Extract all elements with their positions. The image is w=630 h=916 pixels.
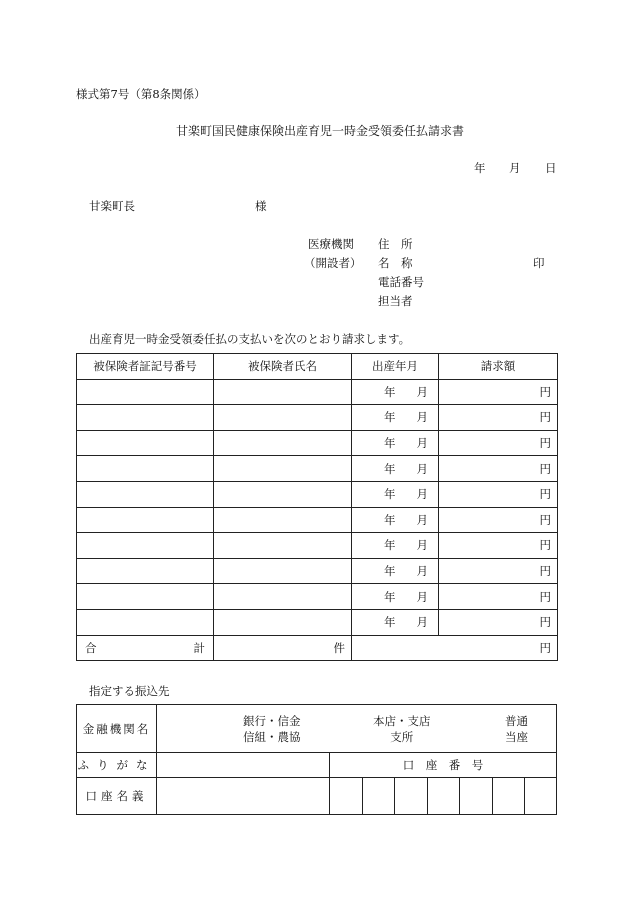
month-unit: 月 bbox=[416, 615, 428, 630]
holder-input[interactable] bbox=[157, 778, 330, 815]
insured-name-cell[interactable] bbox=[214, 456, 352, 482]
year-unit: 年 bbox=[384, 410, 396, 425]
table-row bbox=[77, 507, 558, 533]
total-count-cell[interactable] bbox=[214, 635, 352, 661]
claim-amount-cell[interactable] bbox=[439, 507, 558, 533]
insured-number-cell[interactable] bbox=[77, 609, 214, 635]
furigana-label: ふりがな bbox=[77, 753, 157, 778]
month-unit: 月 bbox=[416, 589, 428, 604]
header-claim-amount: 請求額 bbox=[439, 354, 558, 380]
total-yen-unit: 円 bbox=[539, 640, 551, 655]
insured-number-cell[interactable] bbox=[77, 405, 214, 431]
claim-amount-cell[interactable] bbox=[439, 379, 558, 405]
birth-month-cell[interactable] bbox=[352, 405, 439, 431]
year-unit: 年 bbox=[384, 538, 396, 553]
branch-type-2: 支所 bbox=[390, 730, 414, 744]
yen-unit: 円 bbox=[539, 512, 551, 527]
insured-number-cell[interactable] bbox=[77, 507, 214, 533]
account-digit-3[interactable] bbox=[395, 778, 428, 815]
insured-name-cell[interactable] bbox=[214, 584, 352, 610]
year-unit: 年 bbox=[384, 512, 396, 527]
insured-name-cell[interactable] bbox=[214, 558, 352, 584]
birth-month-cell[interactable] bbox=[352, 609, 439, 635]
birth-month-cell[interactable] bbox=[352, 379, 439, 405]
yen-unit: 円 bbox=[539, 564, 551, 579]
birth-month-cell[interactable] bbox=[352, 481, 439, 507]
account-digit-6[interactable] bbox=[492, 778, 525, 815]
total-row bbox=[77, 635, 558, 661]
insured-number-cell[interactable] bbox=[77, 379, 214, 405]
month-unit: 月 bbox=[416, 487, 428, 502]
seal-mark: 印 bbox=[533, 256, 545, 270]
insured-name-cell[interactable] bbox=[214, 405, 352, 431]
insured-name-cell[interactable] bbox=[214, 609, 352, 635]
claim-amount-cell[interactable] bbox=[439, 609, 558, 635]
table-row bbox=[77, 584, 558, 610]
account-digit-1[interactable] bbox=[330, 778, 363, 815]
yen-unit: 円 bbox=[539, 538, 551, 553]
insured-number-cell[interactable] bbox=[77, 430, 214, 456]
year-unit: 年 bbox=[384, 615, 396, 630]
intro-text: 出産育児一時金受領委任払の支払いを次のとおり請求します。 bbox=[89, 332, 411, 346]
holder-row bbox=[77, 778, 557, 815]
total-amount-cell[interactable] bbox=[352, 635, 558, 661]
yen-unit: 円 bbox=[539, 384, 551, 399]
furigana-row bbox=[77, 753, 557, 778]
account-digit-5[interactable] bbox=[460, 778, 493, 815]
claim-table bbox=[76, 353, 558, 661]
addressee-name: 甘楽町長 bbox=[89, 199, 135, 213]
table-row bbox=[77, 405, 558, 431]
claim-amount-cell[interactable] bbox=[439, 405, 558, 431]
total-label-left: 合 bbox=[85, 640, 97, 655]
table-row bbox=[77, 456, 558, 482]
form-number: 様式第7号（第8条関係） bbox=[76, 87, 206, 101]
account-type-2: 当座 bbox=[505, 730, 528, 744]
year-unit: 年 bbox=[384, 589, 396, 604]
year-unit: 年 bbox=[384, 436, 396, 451]
insured-number-cell[interactable] bbox=[77, 584, 214, 610]
insured-number-cell[interactable] bbox=[77, 558, 214, 584]
birth-month-cell[interactable] bbox=[352, 584, 439, 610]
account-digit-2[interactable] bbox=[362, 778, 395, 815]
birth-month-cell[interactable] bbox=[352, 507, 439, 533]
date-day: 日 bbox=[545, 161, 557, 175]
year-unit: 年 bbox=[384, 461, 396, 476]
applicant-label-2: （開設者） bbox=[304, 256, 362, 270]
insured-name-cell[interactable] bbox=[214, 507, 352, 533]
header-insured-number: 被保険者証記号番号 bbox=[77, 354, 214, 380]
yen-unit: 円 bbox=[539, 436, 551, 451]
month-unit: 月 bbox=[416, 512, 428, 527]
claim-amount-cell[interactable] bbox=[439, 456, 558, 482]
year-unit: 年 bbox=[384, 487, 396, 502]
yen-unit: 円 bbox=[539, 589, 551, 604]
claim-amount-cell[interactable] bbox=[439, 584, 558, 610]
insured-number-cell[interactable] bbox=[77, 481, 214, 507]
total-label-cell bbox=[77, 635, 214, 661]
bank-account-table bbox=[76, 704, 557, 815]
year-unit: 年 bbox=[384, 564, 396, 579]
table-row bbox=[77, 558, 558, 584]
birth-month-cell[interactable] bbox=[352, 456, 439, 482]
table-row bbox=[77, 609, 558, 635]
branch-type-1: 本店・支店 bbox=[373, 714, 431, 728]
yen-unit: 円 bbox=[539, 487, 551, 502]
month-unit: 月 bbox=[416, 538, 428, 553]
claim-amount-cell[interactable] bbox=[439, 430, 558, 456]
birth-month-cell[interactable] bbox=[352, 558, 439, 584]
table-row bbox=[77, 379, 558, 405]
header-insured-name: 被保険者氏名 bbox=[214, 354, 352, 380]
address-label: 住 所 bbox=[378, 237, 413, 251]
month-unit: 月 bbox=[416, 461, 428, 476]
insured-name-cell[interactable] bbox=[214, 481, 352, 507]
account-digit-4[interactable] bbox=[427, 778, 460, 815]
phone-label: 電話番号 bbox=[378, 275, 424, 289]
account-number-label: 口 座 番 号 bbox=[330, 753, 557, 778]
yen-unit: 円 bbox=[539, 461, 551, 476]
claim-amount-cell[interactable] bbox=[439, 481, 558, 507]
year-unit: 年 bbox=[384, 384, 396, 399]
bank-label: 金融機関名 bbox=[77, 705, 157, 753]
holder-label: 口座名義 bbox=[77, 778, 157, 815]
total-label-right: 計 bbox=[193, 640, 205, 655]
insured-number-cell[interactable] bbox=[77, 456, 214, 482]
addressee-honorific: 様 bbox=[255, 199, 267, 213]
month-unit: 月 bbox=[416, 384, 428, 399]
insured-name-cell[interactable] bbox=[214, 533, 352, 559]
contact-label: 担当者 bbox=[378, 294, 413, 308]
month-unit: 月 bbox=[416, 564, 428, 579]
date-year: 年 bbox=[474, 161, 486, 175]
furigana-input[interactable] bbox=[157, 753, 330, 778]
insured-name-cell[interactable] bbox=[214, 379, 352, 405]
yen-unit: 円 bbox=[539, 615, 551, 630]
table-row bbox=[77, 430, 558, 456]
header-birth-month: 出産年月 bbox=[352, 354, 439, 380]
month-unit: 月 bbox=[416, 410, 428, 425]
account-type-1: 普通 bbox=[505, 714, 528, 728]
birth-month-cell[interactable] bbox=[352, 430, 439, 456]
date-month: 月 bbox=[509, 161, 521, 175]
table-row bbox=[77, 481, 558, 507]
claim-amount-cell[interactable] bbox=[439, 533, 558, 559]
bank-type-1: 銀行・信金 bbox=[243, 714, 301, 728]
insured-number-cell[interactable] bbox=[77, 533, 214, 559]
applicant-label-1: 医療機関 bbox=[308, 237, 354, 251]
table-header-row bbox=[77, 354, 558, 380]
name-label: 名 称 bbox=[378, 256, 413, 270]
month-unit: 月 bbox=[416, 436, 428, 451]
bank-type-2: 信組・農協 bbox=[243, 730, 301, 744]
document-title: 甘楽町国民健康保険出産育児一時金受領委任払請求書 bbox=[176, 124, 465, 138]
yen-unit: 円 bbox=[539, 410, 551, 425]
account-digit-7[interactable] bbox=[525, 778, 557, 815]
bank-input-cell[interactable] bbox=[157, 705, 557, 753]
count-unit: 件 bbox=[333, 640, 345, 655]
claim-amount-cell[interactable] bbox=[439, 558, 558, 584]
insured-name-cell[interactable] bbox=[214, 430, 352, 456]
transfer-heading: 指定する振込先 bbox=[89, 684, 170, 698]
table-row bbox=[77, 533, 558, 559]
birth-month-cell[interactable] bbox=[352, 533, 439, 559]
bank-row bbox=[77, 705, 557, 753]
